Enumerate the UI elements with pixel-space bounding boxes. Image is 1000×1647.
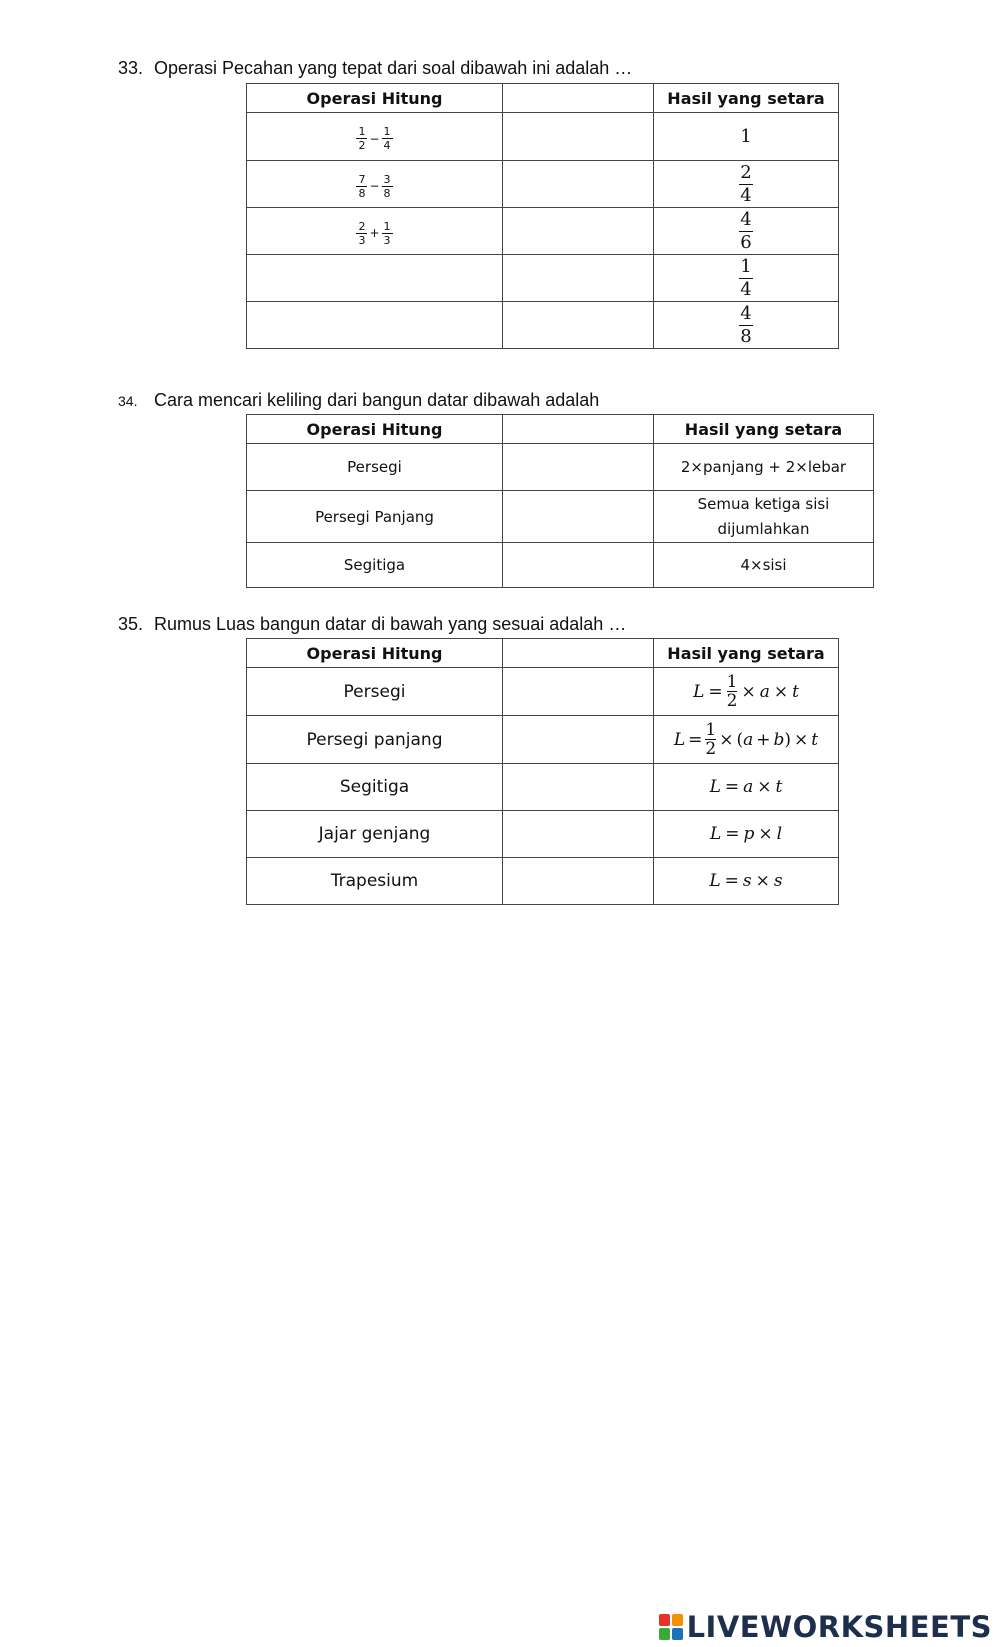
table-33 (246, 83, 839, 349)
result-line-2: dijumlahkan (717, 519, 810, 538)
operation-cell-empty (247, 302, 503, 349)
result-cell[interactable]: $\frac{4}{8}$ (654, 302, 839, 349)
table-row (247, 208, 839, 255)
match-slot[interactable] (503, 302, 654, 349)
table-row (247, 858, 839, 905)
match-slot[interactable] (503, 716, 654, 764)
table-row (247, 811, 839, 858)
match-slot[interactable] (503, 208, 654, 255)
header-blank (503, 84, 654, 113)
result-line-1: Semua ketiga sisi (697, 494, 830, 513)
result-cell[interactable]: $\frac{2}{4}$ (654, 161, 839, 208)
operation-cell[interactable]: Persegi panjang (247, 716, 503, 764)
table-row (247, 255, 839, 302)
table-row (247, 113, 839, 161)
operation-cell[interactable]: Persegi (247, 668, 503, 716)
logo-square (659, 1614, 670, 1626)
header-operasi: Operasi Hitung (247, 415, 503, 444)
match-slot[interactable] (503, 161, 654, 208)
operation-cell[interactable]: Segitiga (247, 543, 503, 588)
table-row (247, 302, 839, 349)
table-row (247, 444, 874, 491)
result-cell[interactable]: 2×panjang + 2×lebar (654, 444, 874, 491)
operation-cell[interactable]: Jajar genjang (247, 811, 503, 858)
question-35 (118, 614, 626, 635)
match-slot[interactable] (503, 811, 654, 858)
header-hasil: Hasil yang setara (654, 415, 874, 444)
question-number: 35. (118, 614, 144, 634)
result-cell[interactable]: $\frac{1}{4}$ (654, 255, 839, 302)
operation-cell-empty (247, 255, 503, 302)
logo-square (672, 1614, 683, 1626)
question-number: 33. (118, 58, 144, 78)
header-blank (503, 415, 654, 444)
operation-cell[interactable]: Persegi (247, 444, 503, 491)
logo-text: LIVEWORKSHEETS (686, 1610, 992, 1644)
question-33 (118, 58, 632, 79)
match-slot[interactable] (503, 444, 654, 491)
question-text: Operasi Pecahan yang tepat dari soal dibawah ini adalah … (154, 58, 633, 78)
question-34 (118, 390, 599, 411)
match-slot[interactable] (503, 858, 654, 905)
logo-square (659, 1628, 670, 1640)
operation-cell[interactable]: $\frac{7}{8}$ − $\frac{3}{8}$ (247, 161, 503, 208)
table-row (247, 543, 874, 588)
question-number: 34. (118, 393, 138, 409)
liveworksheets-logo (659, 1610, 992, 1644)
table-header-row (247, 639, 839, 668)
operation-cell[interactable]: Trapesium (247, 858, 503, 905)
formula-cell[interactable]: L = s × s (654, 858, 839, 905)
match-slot[interactable] (503, 113, 654, 161)
header-blank (503, 639, 654, 668)
result-cell[interactable]: 1 (654, 113, 839, 161)
match-slot[interactable] (503, 543, 654, 588)
match-slot[interactable] (503, 764, 654, 811)
operation-cell[interactable]: Segitiga (247, 764, 503, 811)
header-hasil: Hasil yang setara (654, 639, 839, 668)
table-header-row (247, 84, 839, 113)
liveworksheets-logo-icon (659, 1614, 683, 1640)
question-text: Rumus Luas bangun datar di bawah yang sesuai adalah … (154, 614, 627, 634)
header-operasi: Operasi Hitung (247, 84, 503, 113)
table-row (247, 161, 839, 208)
table-header-row (247, 415, 874, 444)
table-row (247, 764, 839, 811)
result-cell[interactable]: $\frac{4}{6}$ (654, 208, 839, 255)
operation-cell[interactable]: $\frac{1}{2}$ − $\frac{1}{4}$ (247, 113, 503, 161)
table-35 (246, 638, 839, 905)
result-cell[interactable] (654, 491, 874, 543)
formula-cell[interactable]: L = a × t (654, 764, 839, 811)
table-row (247, 668, 839, 716)
header-operasi: Operasi Hitung (247, 639, 503, 668)
formula-cell[interactable]: L = $\frac{1}{2}$ × a × t (654, 668, 839, 716)
table-row (247, 491, 874, 543)
table-34 (246, 414, 874, 588)
question-text: Cara mencari keliling dari bangun datar dibawah adalah (154, 390, 600, 410)
header-hasil: Hasil yang setara (654, 84, 839, 113)
match-slot[interactable] (503, 255, 654, 302)
table-row (247, 716, 839, 764)
formula-cell[interactable]: L = $\frac{1}{2}$ × (a + b) × t (654, 716, 839, 764)
logo-square (672, 1628, 683, 1640)
match-slot[interactable] (503, 668, 654, 716)
match-slot[interactable] (503, 491, 654, 543)
result-cell[interactable]: 4×sisi (654, 543, 874, 588)
operation-cell[interactable]: Persegi Panjang (247, 491, 503, 543)
operation-cell[interactable]: $\frac{2}{3}$ + $\frac{1}{3}$ (247, 208, 503, 255)
formula-cell[interactable]: L = p × l (654, 811, 839, 858)
